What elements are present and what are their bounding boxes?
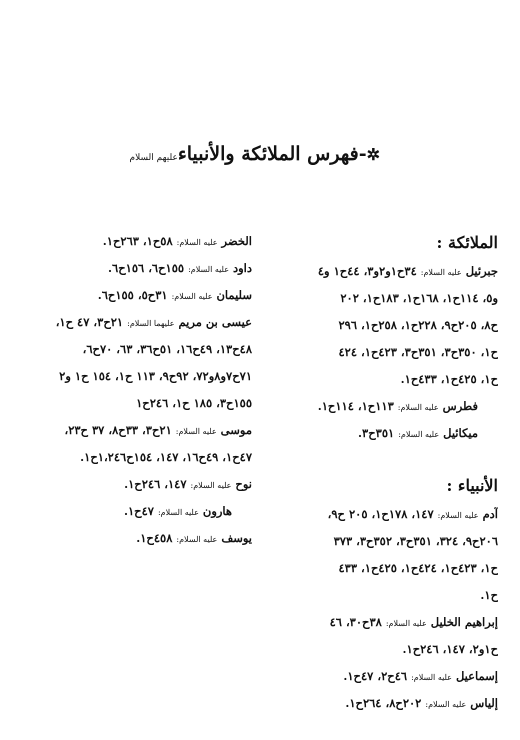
index-entry-continued: ح١و٢، ١٤٧، ٢٤٦ح١. (402, 642, 498, 656)
prophets-heading: الأنبياء : (446, 476, 498, 495)
index-entry-continued: ح١، ٤٢٥ح١، ٤٣٣ح١. (400, 372, 498, 386)
index-entry-continued: ح١، ٤٢٣ح١، ٤٢٤ح١، ٤٢٥ح١، ٤٣٣ (338, 561, 498, 575)
angels-heading: الملائكة : (436, 233, 498, 252)
index-entry-continued: ٤٨ح١٣، ٤٩ح١٦، ٥١ح٣٦، ٦٣، ٧٠ح٦، (82, 342, 252, 356)
page-title (129, 143, 380, 165)
index-entry-continued: ح١. (480, 588, 498, 602)
index-entry: موسى عليه السلام: ٢١ح٣، ٣٣ح٨، ٣٧ ح٢٣، (64, 423, 252, 437)
index-entry-continued: و٥، ١١٤ح١، ١٦٨ح١، ١٨٣ح١، ٢٠٢ (340, 291, 498, 305)
index-entry: آدم عليه السلام: ١٤٧، ١٧٨ح١، ٢٠٥ ح٩، (327, 507, 498, 521)
index-entry: داود عليه السلام: ١٥٥ح٦، ١٥٦ح٦. (108, 261, 252, 275)
index-entry: يوسف عليه السلام: ٤٥٨ح١. (136, 531, 252, 545)
index-entry: فطرس عليه السلام: ١١٣ح١، ١١٤ح١. (317, 399, 478, 413)
left-column (22, 228, 252, 552)
index-entry: نوح عليه السلام: ١٤٧، ٢٤٦ح١. (124, 477, 252, 491)
star-icon: ✲ (366, 145, 380, 164)
index-entry: الخضر عليه السلام: ٥٨ح١، ٢٦٣ح١. (102, 234, 252, 248)
index-entry: عيسى بن مريم عليهما السلام: ٢١ح٣، ٤٧ ح١، (55, 315, 252, 329)
index-entry-continued: ١٥٥ح٣، ١٨٥ ح١، ٢٤٦ح١ (136, 396, 252, 410)
index-entry-continued: ح١، ٣٥٠ح٣، ٣٥١ح٣، ٤٢٣ح١، ٤٢٤ (338, 345, 498, 359)
index-entry: إلياس عليه السلام: ٢٠٢ح٨، ٢٦٤ح١. (345, 696, 498, 710)
index-entry: ميكائيل عليه السلام: ٣٥١ح٣. (358, 426, 478, 440)
index-entry: سليمان عليه السلام: ٣١ح٥، ١٥٥ح٦. (97, 288, 252, 302)
index-entry: هارون عليه السلام: ٤٧ح١. (123, 504, 232, 518)
index-entry-continued: ٧١ح٧و٨و٧٢، ٩٢ح٩، ١١٣ ح١، ١٥٤ ح١ و٢ (59, 369, 252, 383)
index-entry: إسماعيل عليه السلام: ٤٦ح٢، ٤٧ح١. (343, 669, 498, 683)
right-column (260, 228, 498, 717)
index-entry: إبراهيم الخليل عليه السلام: ٣٨ح٣٠، ٤٦ (329, 615, 498, 629)
title-text: -فهرس الملائكة والأنبياء (177, 143, 367, 165)
index-entry-continued: ٢٠٦ح٩، ٣٢٤، ٣٥١ح٣، ٣٥٢ح٣، ٣٧٣ (333, 534, 498, 548)
title-honorific: عليهم السلام (129, 153, 178, 163)
index-entry: جبرئيل عليه السلام: ٣٤ح١و٢و٣، ٤٤ح١ و٤ (317, 264, 498, 278)
index-entry-continued: ٤٧ح١، ٤٩ح١٦، ١٤٧، ١٥٤ح١،٢٤٦ح١. (80, 450, 252, 464)
index-entry-continued: ح٨، ٢٠٥ح٩، ٢٢٨ح١، ٢٥٨ح١، ٢٩٦ (338, 318, 498, 332)
